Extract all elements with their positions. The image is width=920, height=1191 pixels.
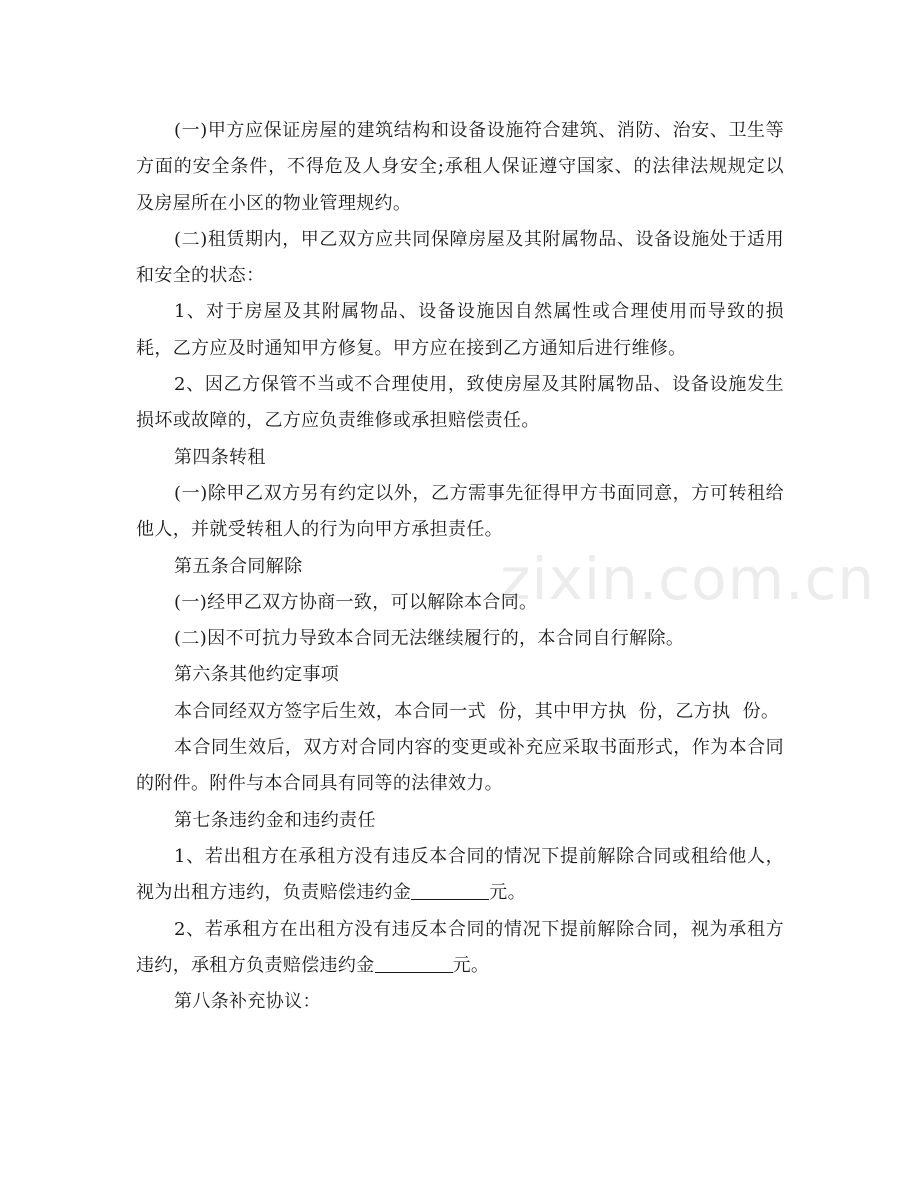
heading-article-7: 第七条违约金和违约责任 (174, 809, 376, 831)
heading-article-4: 第四条转租 (174, 446, 266, 468)
paragraph-obligation-2: (二)租赁期内，甲乙双方应共同保障房屋及其附属物品、设备设施处于适用和安全的状态： (136, 228, 784, 287)
paragraph-penalty-lessor (136, 839, 784, 912)
paragraph-obligation-1: (一)甲方应保证房屋的建筑结构和设备设施符合建筑、消防、治安、卫生等方面的安全条件，不得危及人身安全;承租人保证遵守国家、的法律法规规定以及房屋所在小区的物业管理规约。 (136, 120, 784, 214)
paragraph-effectiveness: 本合同经双方签字后生效，本合同一式 份，其中甲方执 份，乙方执 份。 (174, 700, 780, 722)
paragraph-damage-liability: 2、因乙方保管不当或不合理使用，致使房屋及其附属物品、设备设施发生损坏或故障的，乙方应负责维修或承担赔偿责任。 (136, 374, 784, 432)
paragraph-penalty-lessee (136, 912, 784, 985)
penalty-lessee-unit: 元。 (452, 954, 490, 976)
paragraph-amendments: 本合同生效后，双方对合同内容的变更或补充应采取书面形式，作为本合同的附件。附件与本合同具有同等的法律效力。 (136, 737, 784, 795)
paragraph-wear-repair: 1、对于房屋及其附属物品、设备设施因自然属性或合理使用而导致的损耗，乙方应及时通知甲方修复。甲方应在接到乙方通知后进行维修。 (136, 301, 784, 359)
watermark: zixin.com.cn (500, 545, 876, 613)
heading-article-5: 第五条合同解除 (174, 555, 303, 577)
heading-article-8: 第八条补充协议： (174, 991, 321, 1013)
penalty-lessor-text: 1、若出租方在承租方没有违反本合同的情况下提前解除合同或租给他人，视为出租方违约，负责赔偿违约金 (136, 845, 784, 904)
penalty-lessor-unit: 元。 (489, 882, 526, 904)
heading-article-6: 第六条其他约定事项 (174, 664, 340, 686)
penalty-lessee-amount-blank (375, 954, 453, 973)
paragraph-sublease: (一)除甲乙双方另有约定以外，乙方需事先征得甲方书面同意，方可转租给他人，并就受转租人的行为向甲方承担责任。 (136, 482, 784, 541)
penalty-lessee-text: 2、若承租方在出租方没有违反本合同的情况下提前解除合同，视为承租方违约，承租方负责赔偿违约金 (136, 918, 784, 976)
penalty-lessor-amount-blank (411, 881, 489, 900)
paragraph-termination-1: (一)经甲乙双方协商一致，可以解除本合同。 (174, 591, 538, 613)
paragraph-termination-2: (二)因不可抗力导致本合同无法继续履行的，本合同自行解除。 (174, 628, 685, 650)
